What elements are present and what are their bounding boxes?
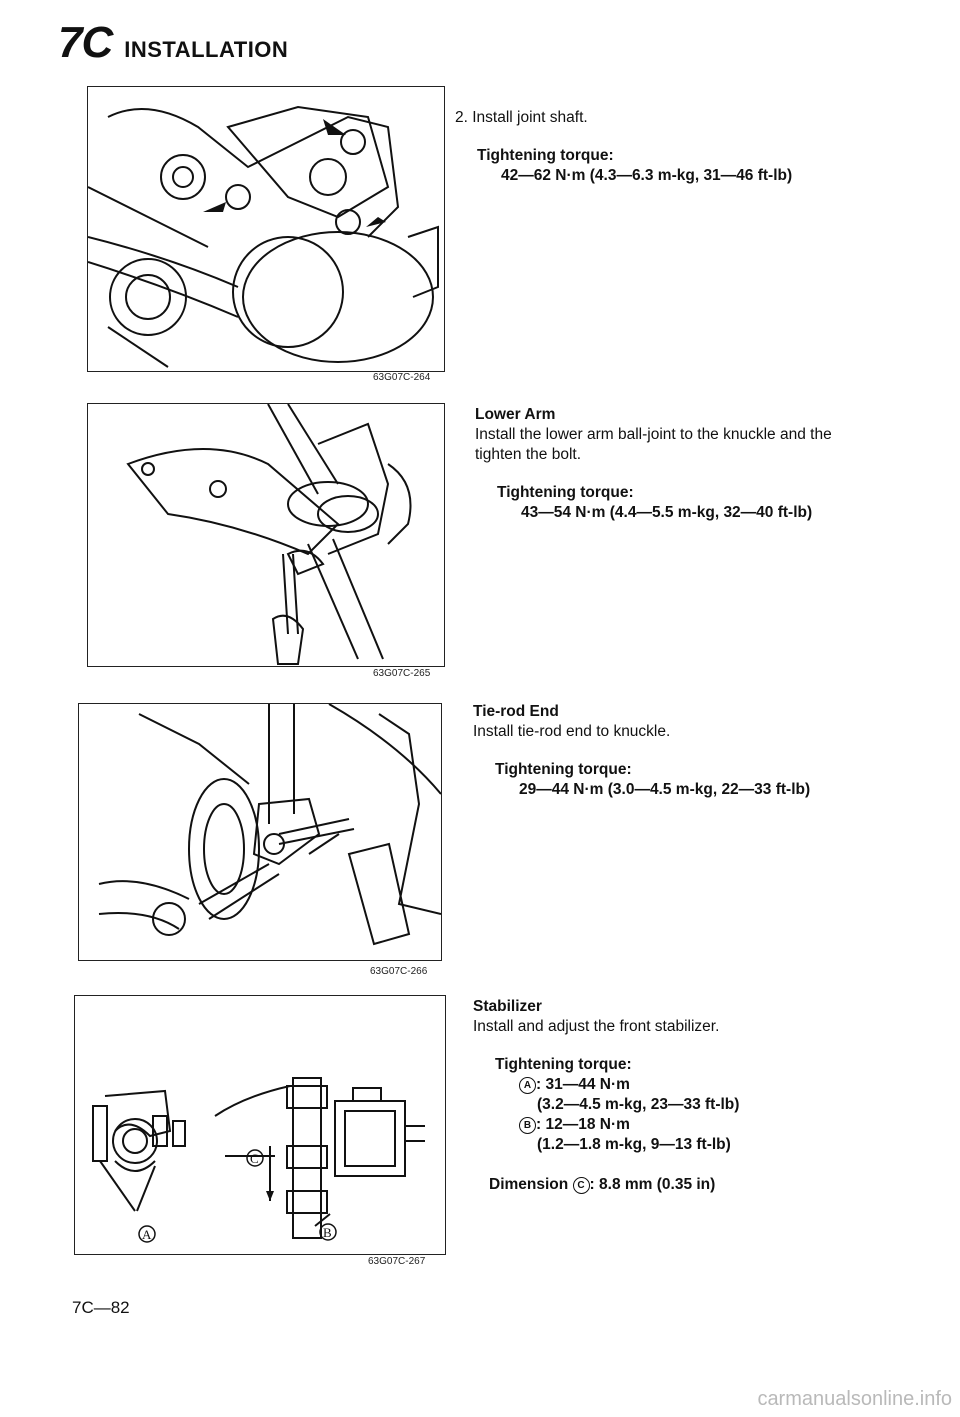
- figure-code: 63G07C-265: [373, 668, 431, 679]
- joint-shaft-illustration: [88, 87, 444, 371]
- torque-value: 42—62 N·m (4.3—6.3 m-kg, 31—46 ft-lb): [501, 167, 793, 184]
- step-heading: Stabilizer: [473, 998, 542, 1015]
- figure-lower-arm: [87, 403, 445, 667]
- torque-spec: [473, 1055, 918, 1155]
- section-number: 7C: [58, 18, 113, 67]
- stabilizer-illustration: [75, 996, 445, 1254]
- torque-value-a: [495, 1075, 918, 1095]
- torque-spec: [455, 146, 915, 186]
- torque-b: : 12—18 N·m: [536, 1116, 630, 1133]
- figure-joint-shaft: [87, 86, 445, 372]
- page-number: 7C—82: [72, 1298, 130, 1317]
- torque-label: Tightening torque:: [495, 761, 632, 778]
- figure-code: 63G07C-267: [368, 1256, 426, 1267]
- step-text-line: Install and adjust the front stabilizer.: [473, 1018, 720, 1035]
- dimension-spec: [473, 1175, 918, 1195]
- step-joint-shaft: [455, 108, 915, 186]
- torque-label: Tightening torque:: [497, 484, 634, 501]
- step-heading: Tie-rod End: [473, 703, 559, 720]
- figure-tie-rod-end: [78, 703, 442, 961]
- step-tie-rod-end: [473, 702, 918, 800]
- label-c: C: [250, 1151, 259, 1166]
- figure-stabilizer: [74, 995, 446, 1255]
- step-text-line: tighten the bolt.: [475, 446, 581, 463]
- figure-code: 63G07C-266: [370, 966, 428, 977]
- dimension-value: : 8.8 mm (0.35 in): [589, 1176, 716, 1193]
- torque-value: 29—44 N·m (3.0—4.5 m-kg, 22—33 ft-lb): [519, 781, 811, 798]
- torque-label: Tightening torque:: [477, 147, 614, 164]
- torque-b-sub: (1.2—1.8 m-kg, 9—13 ft-lb): [537, 1136, 731, 1153]
- step-lower-arm: [475, 405, 920, 523]
- step-text-line: Install the lower arm ball-joint to the knuckle and the: [475, 426, 832, 443]
- watermark: carmanualsonline.info: [757, 1388, 952, 1410]
- torque-value-b: [495, 1115, 918, 1135]
- symbol-a: A: [519, 1077, 536, 1094]
- step-text: 2. Install joint shaft.: [455, 109, 588, 126]
- step-stabilizer: [473, 997, 918, 1195]
- lower-arm-illustration: [88, 404, 444, 666]
- label-a: A: [142, 1227, 152, 1242]
- dimension-label: Dimension: [489, 1176, 569, 1193]
- torque-a-sub: (3.2—4.5 m-kg, 23—33 ft-lb): [537, 1096, 740, 1113]
- torque-value: 43—54 N·m (4.4—5.5 m-kg, 32—40 ft-lb): [521, 504, 813, 521]
- symbol-c: C: [573, 1177, 590, 1194]
- symbol-b: B: [519, 1117, 536, 1134]
- figure-code: 63G07C-264: [373, 372, 431, 383]
- label-b: B: [323, 1225, 332, 1240]
- step-heading: Lower Arm: [475, 406, 556, 423]
- torque-spec: [475, 483, 920, 523]
- torque-label: Tightening torque:: [495, 1056, 632, 1073]
- torque-spec: [473, 760, 918, 800]
- page-header: [58, 18, 288, 68]
- tie-rod-illustration: [79, 704, 441, 960]
- torque-a: : 31—44 N·m: [536, 1076, 630, 1093]
- step-text-line: Install tie-rod end to knuckle.: [473, 723, 671, 740]
- section-title: INSTALLATION: [124, 37, 289, 62]
